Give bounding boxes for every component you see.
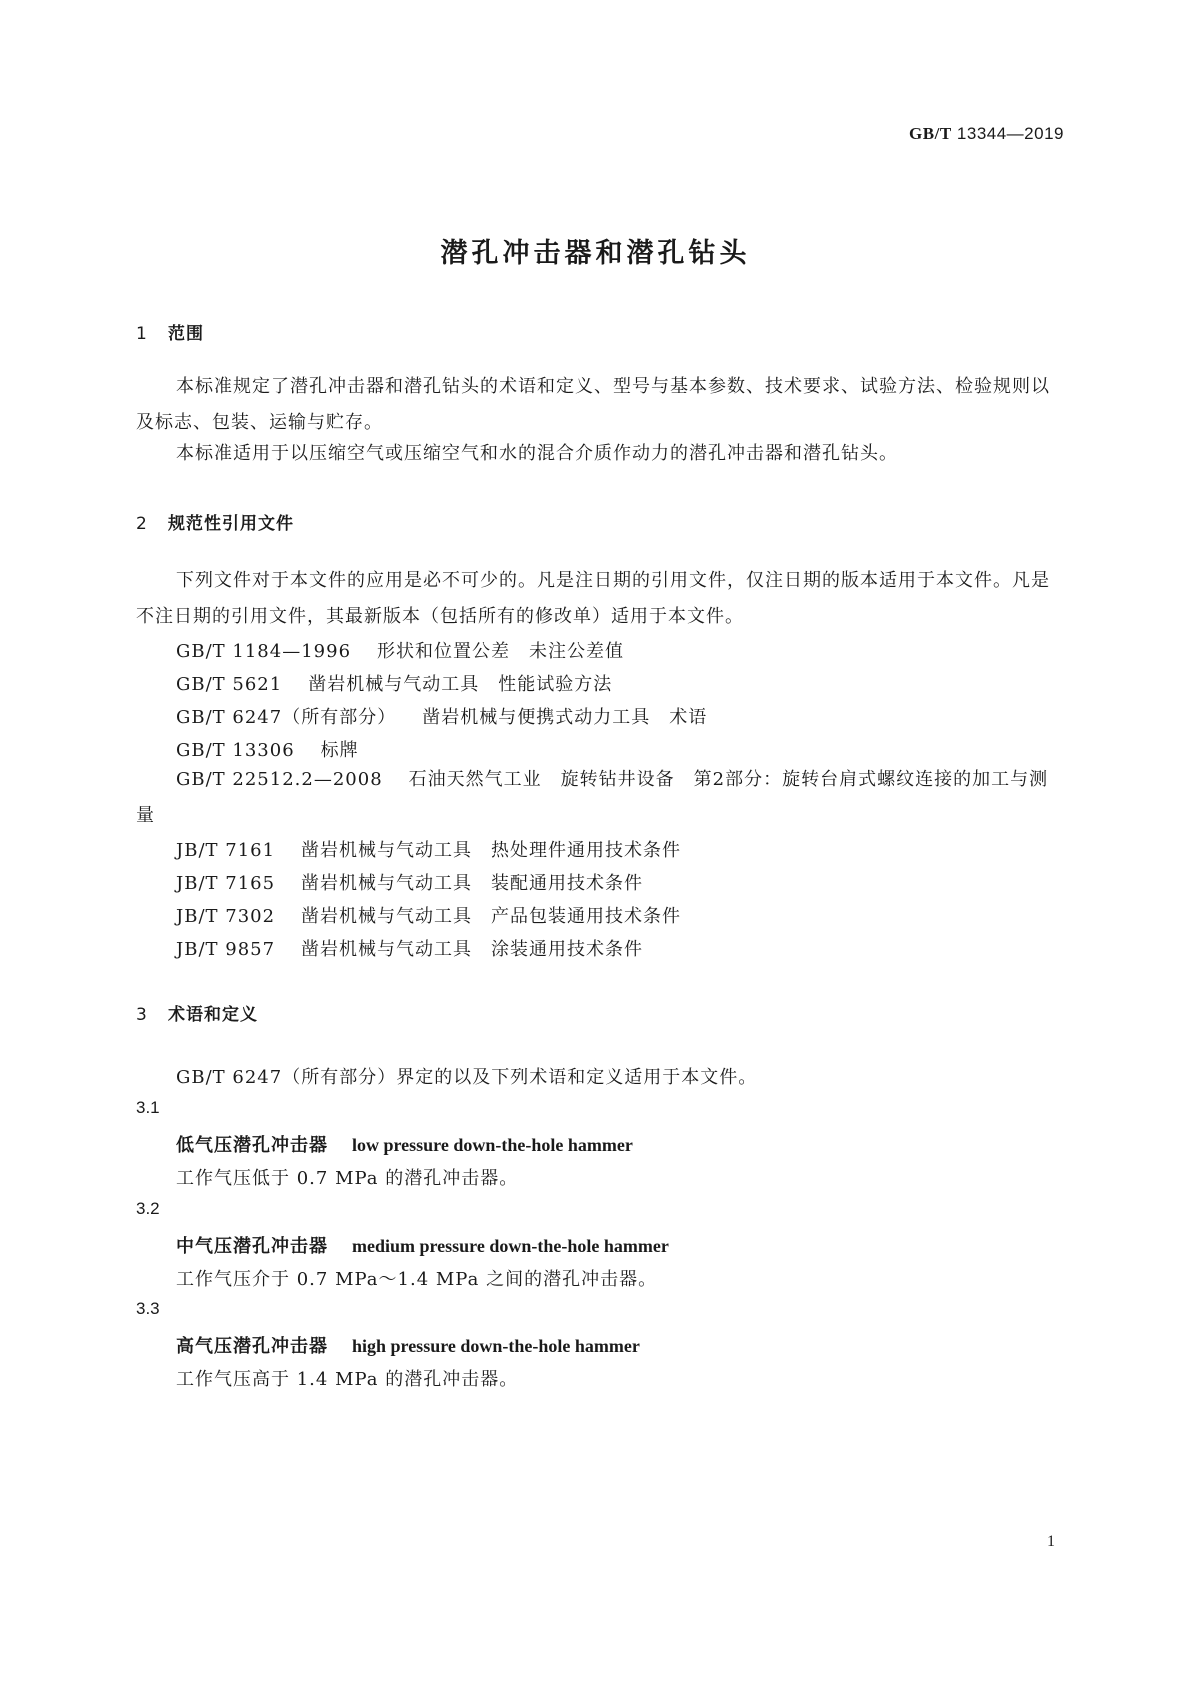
reference-title: 凿岩机械与便携式动力工具 术语 (422, 707, 708, 728)
reference-code: JB/T 7161 (176, 840, 276, 861)
scope-paragraph-2: 本标准适用于以压缩空气或压缩空气和水的混合介质作动力的潜孔冲击器和潜孔钻头。 (176, 443, 898, 464)
term-number: 3.3 (136, 1299, 160, 1318)
term-name-en: high pressure down-the-hole hammer (352, 1336, 640, 1356)
reference-code: GB/T 22512.2—2008 (176, 769, 383, 790)
scope-paragraph-1: 本标准规定了潜孔冲击器和潜孔钻头的术语和定义、型号与基本参数、技术要求、试验方法、检验规则以及标志、包装、运输与贮存。 (136, 376, 1050, 433)
reference-code: JB/T 9857 (176, 939, 276, 960)
reference-item (176, 736, 359, 762)
reference-code: GB/T 13306 (176, 740, 295, 761)
references-intro: 下列文件对于本文件的应用是必不可少的。凡是注日期的引用文件，仅注日期的版本适用于本文件。凡是不注日期的引用文件，其最新版本（包括所有的修改单）适用于本文件。 (136, 570, 1050, 627)
term-name-en: low pressure down-the-hole hammer (352, 1135, 633, 1155)
term-name (176, 1332, 640, 1358)
section-2-heading (136, 509, 294, 534)
section-number: 3 (136, 1005, 148, 1025)
term-definition: 工作气压低于 0.7 MPa 的潜孔冲击器。 (176, 1168, 519, 1189)
reference-code: JB/T 7302 (176, 906, 276, 927)
reference-title: 凿岩机械与气动工具 产品包装通用技术条件 (301, 906, 682, 927)
term-definition: 工作气压高于 1.4 MPa 的潜孔冲击器。 (176, 1369, 519, 1390)
term-name (176, 1232, 669, 1258)
reference-title: 标牌 (320, 740, 359, 761)
section-number: 1 (136, 324, 148, 344)
reference-title: 形状和位置公差 未注公差值 (377, 641, 625, 662)
term-name-zh: 低气压潜孔冲击器 (176, 1135, 328, 1156)
term-number: 3.1 (136, 1098, 160, 1117)
reference-item (176, 869, 643, 895)
reference-code: GB/T 6247（所有部分） (176, 707, 397, 728)
reference-code: GB/T 1184—1996 (176, 641, 352, 662)
reference-item (176, 703, 707, 729)
standard-code: 13344—2019 (956, 124, 1064, 143)
section-1-heading (136, 319, 204, 344)
reference-item (176, 637, 624, 663)
standard-number (909, 124, 1064, 144)
reference-item (176, 670, 612, 696)
reference-item (176, 902, 681, 928)
reference-title: 凿岩机械与气动工具 装配通用技术条件 (301, 873, 644, 894)
term-name (176, 1131, 633, 1157)
reference-title: 石油天然气工业 旋转钻井设备 第2部分：旋转台肩式螺纹连接的加工与测量 (136, 769, 1049, 826)
section-title: 术语和定义 (168, 1005, 258, 1025)
document-title: 潜孔冲击器和潜孔钻头 (440, 238, 751, 269)
page-number: 1 (1047, 1533, 1055, 1550)
reference-code: GB/T 5621 (176, 674, 283, 695)
term-name-en: medium pressure down-the-hole hammer (352, 1236, 669, 1256)
section-number: 2 (136, 514, 148, 534)
reference-item (136, 762, 1061, 834)
term-name-zh: 高气压潜孔冲击器 (176, 1336, 328, 1357)
section-title: 范围 (168, 324, 204, 344)
term-name-zh: 中气压潜孔冲击器 (176, 1236, 328, 1257)
term-number: 3.2 (136, 1199, 160, 1218)
term-definition: 工作气压介于 0.7 MPa～1.4 MPa 之间的潜孔冲击器。 (176, 1269, 658, 1290)
reference-item (176, 836, 681, 862)
section-title: 规范性引用文件 (168, 514, 294, 534)
reference-title: 凿岩机械与气动工具 性能试验方法 (308, 674, 613, 695)
standard-prefix: GB/T (909, 124, 952, 143)
section-3-heading (136, 1000, 258, 1025)
terms-intro: GB/T 6247（所有部分）界定的以及下列术语和定义适用于本文件。 (176, 1067, 758, 1088)
reference-item (176, 935, 643, 961)
reference-title: 凿岩机械与气动工具 涂装通用技术条件 (301, 939, 644, 960)
reference-code: JB/T 7165 (176, 873, 276, 894)
reference-title: 凿岩机械与气动工具 热处理件通用技术条件 (301, 840, 682, 861)
